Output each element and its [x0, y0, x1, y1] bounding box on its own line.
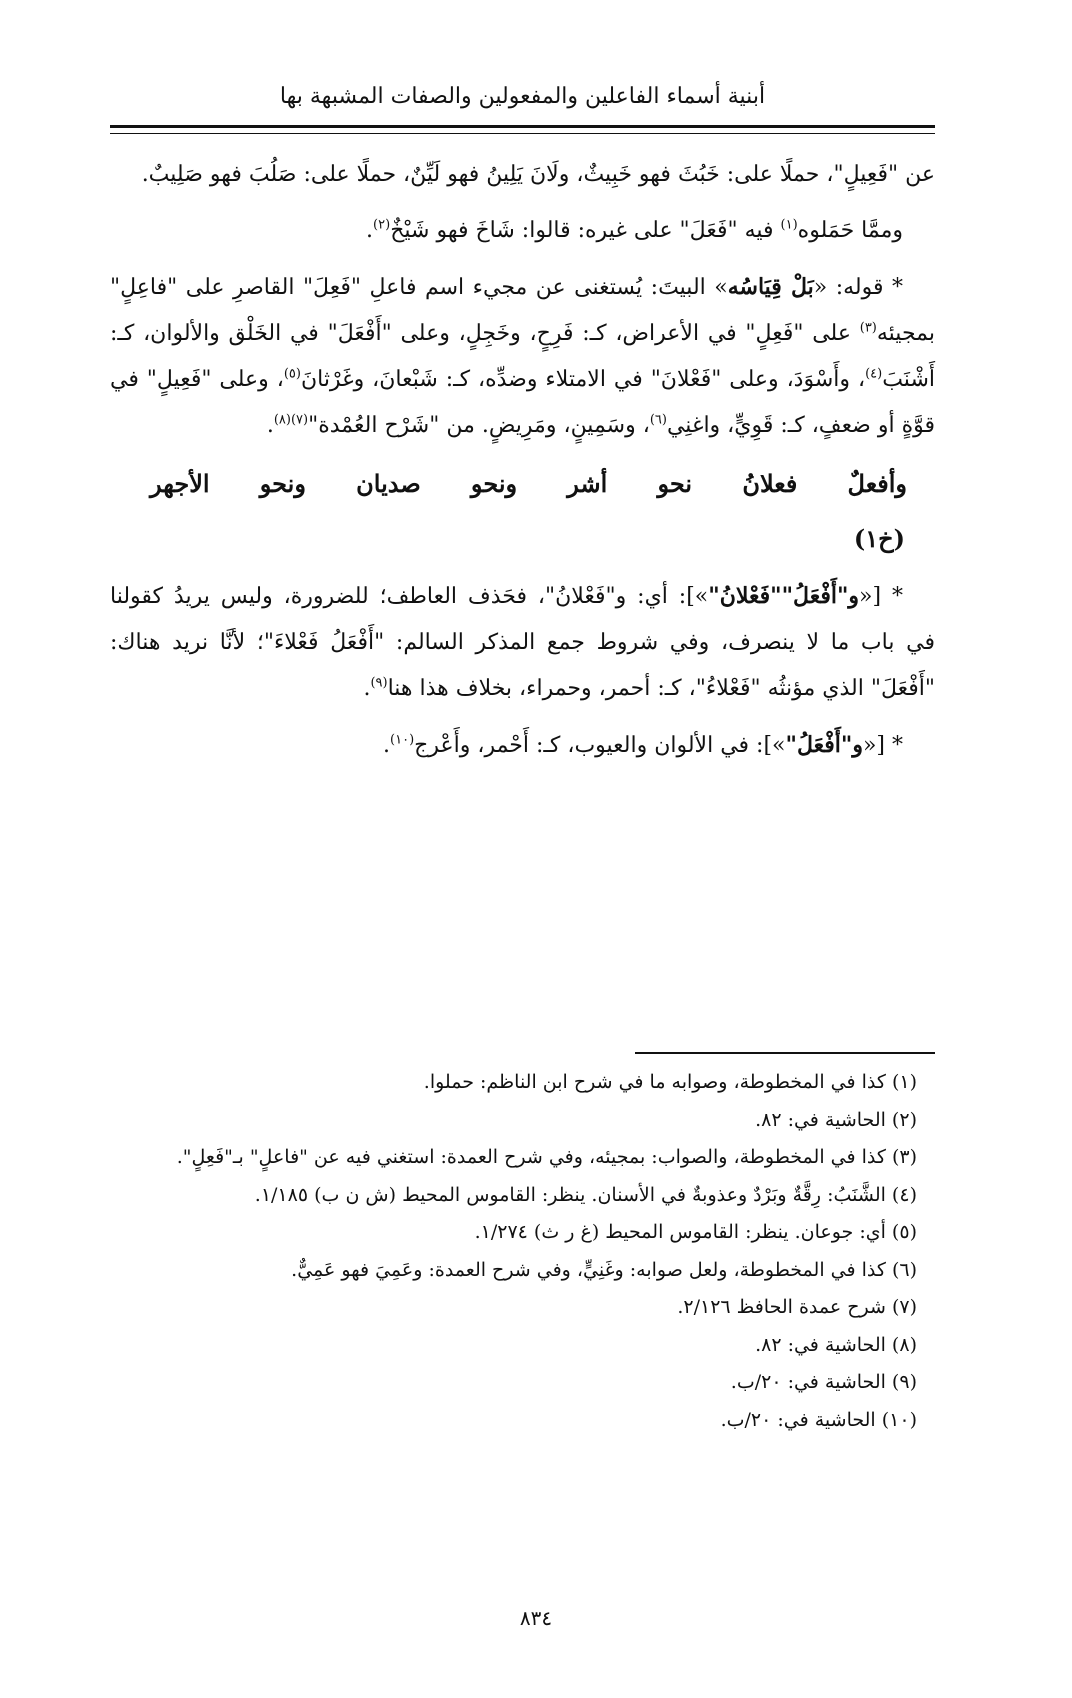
paragraph-3 — [110, 264, 935, 449]
poem-verse — [110, 459, 935, 509]
p3-b: » البيتَ: يُستغنى عن مجيء اسم فاعلِ "فَعِلَ" القاصرِ على "فاعِلٍ" بمجيئه — [110, 275, 935, 346]
p4-end: . — [363, 676, 371, 701]
p4-b: »]: أي: و"فَعْلانُ"، فحَذف العاطف؛ للضرورة، وليس يريدُ كقولنا في باب ما لا ينصرف، وفي شروط جمع المذكر السالم: "أَفْعَلُ فَعْلاءَ"؛ لأنَّا نريد هناك: "أَفْعَلَ" الذي مؤنثُه "فَعْلاءُ"، كـ: أحمر، وحمراء، بخلاف هذا هنا — [110, 584, 935, 701]
header-rule-thick — [110, 125, 935, 128]
p5-quoted-phrase: و"أَفْعَلُ" — [785, 732, 863, 758]
verse-reference: (خ١) — [853, 524, 905, 553]
header-rule-thin — [110, 133, 935, 134]
p3-end: . — [266, 413, 274, 438]
footnote-ref-2: (٢) — [373, 217, 391, 233]
footnote-1: (١) كذا في المخطوطة، وصوابه ما في شرح ابن الناظم: حملوا. — [423, 1071, 917, 1093]
p3-d: ، وأَسْوَدَ، وعلى "فَعْلانَ" في الامتلاء وضدِّه، كـ: شَبْعانَ، وغَرْثانَ — [300, 367, 866, 392]
verse-word: وأفعلٌ — [847, 469, 907, 498]
running-title: أبنية أسماء الفاعلين والمفعولين والصفات المشبهة بها — [279, 84, 766, 109]
verse-word: الأجهر — [150, 469, 210, 498]
page-number: ٨٣٤ — [519, 1606, 553, 1630]
footnote-separator — [635, 1052, 935, 1054]
footnote-6: (٦) كذا في المخطوطة، ولعل صوابه: وغَنِيٍّ، وفي شرح العمدة: وعَمِيَ فهو عَمِيٌّ. — [291, 1258, 917, 1281]
footnote-7: (٧) شرح عمدة الحافظ ٢/١٢٦. — [677, 1296, 917, 1318]
footnote-ref-1: (١) — [780, 217, 798, 233]
footnote-ref-7-8: (٧)(٨) — [273, 412, 309, 428]
verse-word: صديان — [356, 469, 421, 498]
footnote-ref-10: (١٠) — [390, 732, 415, 748]
p5-end: . — [383, 733, 391, 758]
p3-c: على "فَعِلٍ" في الأعراض، كـ: فَرِحٍ، وخَجِلٍ، وعلى "أَفْعَلَ" في الخَلْق والألوان، كـ: أَشْنَبَ — [110, 321, 935, 392]
p4-quoted-phrase: و"أَفْعَلُ""فَعْلانُ" — [708, 583, 860, 609]
p5-a: * [« — [862, 733, 903, 758]
p3-quoted-phrase: بَلْ قِيَاسُه — [727, 274, 814, 300]
p2-end: . — [366, 218, 374, 243]
footnotes — [110, 1064, 935, 1439]
p3-f: ، وسَمِينٍ، ومَرِيضٍ. من "شَرْح العُمْدة" — [308, 413, 650, 438]
paragraph-4 — [110, 573, 935, 712]
paragraph-2 — [110, 208, 935, 254]
footnote-5: (٥) أي: جوعان. ينظر: القاموس المحيط (غ ر ث) ١/٢٧٤. — [474, 1221, 917, 1243]
paragraph-5 — [110, 722, 935, 769]
verse-word: ونحو — [259, 469, 306, 498]
paragraph-1: عن "فَعِيلٍ"، حملًا على: خَبُثَ فهو خَبِيثٌ، ولَانَ يَلِينُ فهو لَيِّنٌ، حملًا على: صَلُبَ فهو صَلِيبٌ. — [141, 162, 935, 187]
footnote-ref-5: (٥) — [283, 366, 301, 382]
footnote-10: (١٠) الحاشية في: ٢٠/ب. — [720, 1408, 917, 1431]
footnote-3: (٣) كذا في المخطوطة، والصواب: بمجيئه، وفي شرح العمدة: استغني فيه عن "فاعلٍ" بـ"فَعِلٍ". — [176, 1146, 917, 1168]
verse-word: نحو — [657, 469, 693, 498]
p4-a: * [« — [859, 584, 903, 609]
verse-word: أشر — [567, 469, 608, 498]
p3-a: * قوله: « — [813, 275, 904, 300]
p3-e: ، وعلى "فَعِيلٍ" في قوَّةٍ أو ضعفٍ، كـ: قَوِيٍّ، واغنِي — [110, 367, 935, 438]
footnote-4: (٤) الشَّنَبُ: رِقَّةٌ وبَرْدٌ وعذوبةٌ في الأسنان. ينظر: القاموس المحيط (ش ن ب) ١/١٨٥. — [254, 1183, 917, 1206]
verse-word: فعلانُ — [742, 469, 798, 498]
footnote-ref-4: (٤) — [865, 366, 883, 382]
p2-text-2: فيه "فَعَلَ" على غيره: قالوا: شَاخَ فهو شَيْخٌ — [390, 218, 781, 243]
verse-word: ونحو — [470, 469, 518, 498]
footnote-2: (٢) الحاشية في: ٨٢. — [755, 1108, 917, 1131]
footnote-8: (٨) الحاشية في: ٨٢. — [755, 1333, 917, 1356]
footnote-ref-9: (٩) — [370, 675, 388, 691]
main-text — [110, 152, 935, 779]
footnote-9: (٩) الحاشية في: ٢٠/ب. — [730, 1371, 917, 1393]
footnote-ref-6: (٦) — [649, 412, 667, 428]
p5-b: »]: في الألوان والعيوب، كـ: أَحْمر، وأَعْرج — [414, 733, 786, 758]
p2-text: وممَّا حَمَلوه — [797, 218, 903, 243]
footnote-ref-3: (٣) — [859, 320, 877, 336]
